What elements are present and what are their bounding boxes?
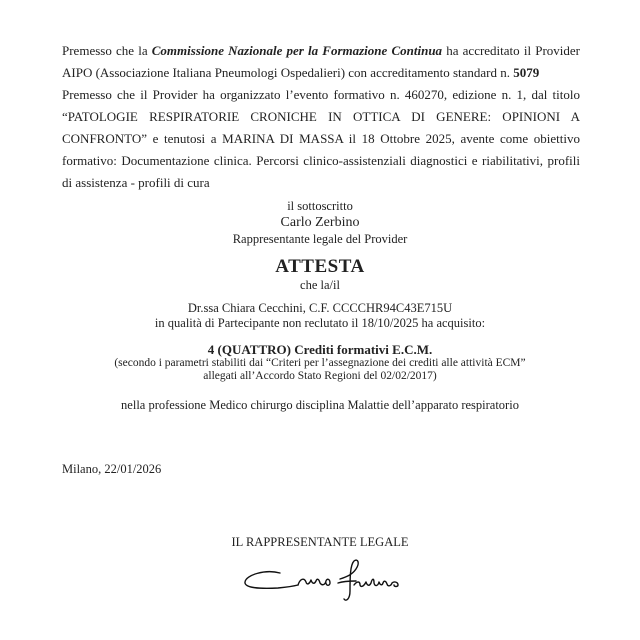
intro-p1-suffix: ha accreditato il Provider AIPO (Associazione Italiana Pneumologi Ospedalieri) con accreditamento standard n. (62, 43, 580, 80)
signatory-name: Carlo Zerbino (280, 215, 360, 230)
signature-icon (240, 555, 410, 605)
signatory-role: Rappresentante legale del Provider (232, 232, 408, 246)
intro-paragraph-1 (62, 40, 580, 84)
signatory-label: il sottoscritto (287, 199, 353, 213)
credits-note-line-1: (secondo i parametri stabiliti dai “Criteri per l’assegnazione dei crediti alle attività ECM” (114, 357, 526, 369)
participant-identity: Dr.ssa Chiara Cecchini, C.F. CCCCHR94C43E715U (187, 301, 453, 315)
participant-status: in qualità di Partecipante non reclutato il 18/10/2025 ha acquisito: (154, 316, 486, 330)
credits-note-line-2: allegati all’Accordo Stato Regioni del 02/02/2017) (203, 370, 437, 382)
credits-block (0, 342, 640, 383)
place-date: Milano, 22/01/2026 (62, 462, 162, 476)
attestation-block (0, 256, 640, 292)
signatory-block (0, 198, 640, 247)
accreditation-number: 5079 (513, 65, 540, 80)
credits-title: 4 (QUATTRO) Crediti formativi E.C.M. (207, 342, 433, 357)
profession-line: nella professione Medico chirurgo disciplina Malattie dell’apparato respiratorio (121, 398, 519, 412)
legal-representative-title: IL RAPPRESENTANTE LEGALE (231, 535, 409, 549)
participant-block (0, 301, 640, 331)
attestation-subtitle: che la/il (300, 278, 340, 292)
attestation-title: ATTESTA (275, 256, 365, 277)
intro-p1-prefix: Premesso che la (62, 43, 152, 58)
intro-paragraphs (62, 40, 580, 194)
intro-paragraph-2: Premesso che il Provider ha organizzato l’evento formativo n. 460270, edizione n. 1, dal titolo “PATOLOGIE RESPIRATORIE CRONICHE IN OTTICA DI GENERE: OPINIONI A CONFRONTO” e tenutosi a MARINA DI MASSA il 18 Ottobre 2025, avente come obiettivo formativo: Documentazione clinica. Percorsi clinico-assistenziali diagnostici e riabilitativi, profili di assistenza - profili di cura (62, 87, 580, 190)
commission-name: Commissione Nazionale per la Formazione Continua (151, 43, 443, 58)
